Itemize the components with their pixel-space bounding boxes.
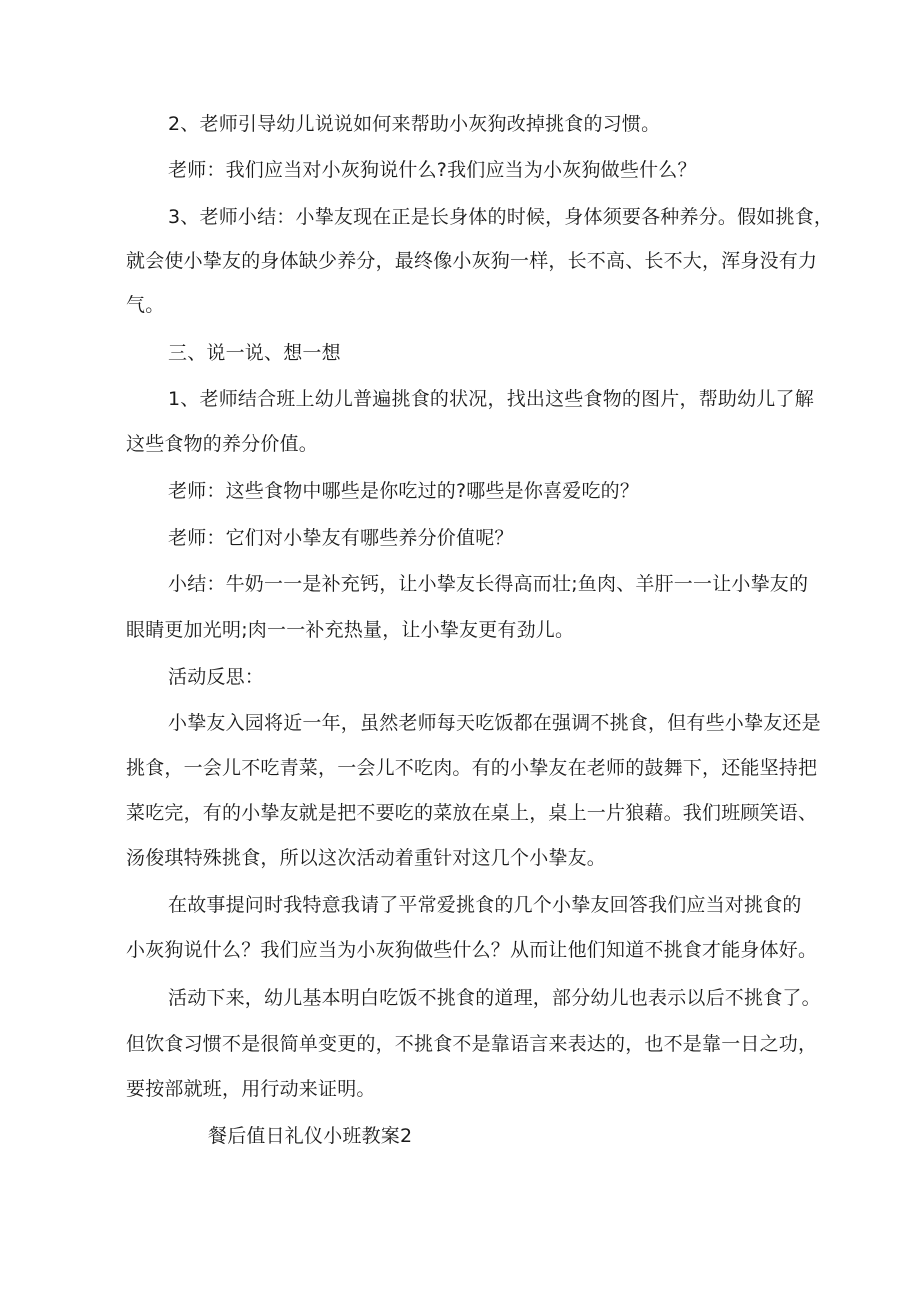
- paragraph-line: 活动下来，幼儿基本明白吃饭不挑食的道理，部分幼儿也表示以后不挑食了。: [168, 987, 821, 1009]
- document-title: 餐后值日礼仪小班教案2: [208, 1125, 413, 1147]
- paragraph-line: 小灰狗说什么？我们应当为小灰狗做些什么？从而让他们知道不挑食才能身体好。: [126, 939, 818, 961]
- paragraph-line: 老师：我们应当对小灰狗说什么?我们应当为小灰狗做些什么？: [168, 159, 697, 181]
- paragraph-line: 菜吃完，有的小挚友就是把不要吃的菜放在桌上，桌上一片狼藉。我们班顾笑语、: [126, 802, 818, 824]
- paragraph-line: 小挚友入园将近一年，虽然老师每天吃饭都在强调不挑食，但有些小挚友还是: [168, 712, 821, 734]
- section-heading: 三、说一说、想一想: [168, 342, 341, 364]
- paragraph-line: 但饮食习惯不是很简单变更的，不挑食不是靠语言来表达的，也不是靠一日之功，: [126, 1033, 818, 1055]
- paragraph-line: 挑食，一会儿不吃青菜，一会儿不吃肉。有的小挚友在老师的鼓舞下，还能坚持把: [126, 757, 818, 779]
- paragraph-line: 就会使小挚友的身体缺少养分，最终像小灰狗一样，长不高、长不大，浑身没有力: [126, 250, 818, 272]
- paragraph-line: 小结：牛奶一一是补充钙，让小挚友长得高而壮;鱼肉、羊肝一一让小挚友的: [168, 573, 809, 595]
- paragraph-line: 1、老师结合班上幼儿普遍挑食的状况，找出这些食物的图片，帮助幼儿了解: [168, 388, 814, 410]
- paragraph-line: 眼睛更加光明;肉一一补充热量，让小挚友更有劲儿。: [126, 619, 575, 641]
- paragraph-line: 3、老师小结：小挚友现在正是长身体的时候，身体须要各种养分。假如挑食，: [168, 206, 834, 228]
- paragraph-line: 2、老师引导幼儿说说如何来帮助小灰狗改掉挑食的习惯。: [168, 113, 661, 135]
- paragraph-line: 在故事提问时我特意我请了平常爱挑食的几个小挚友回答我们应当对挑食的: [168, 894, 802, 916]
- paragraph-line: 汤俊琪特殊挑食，所以这次活动着重针对这几个小挚友。: [126, 847, 607, 869]
- paragraph-line: 老师：它们对小挚友有哪些养分价值呢？: [168, 527, 514, 549]
- section-heading: 活动反思：: [168, 666, 265, 688]
- paragraph-line: 老师：这些食物中哪些是你吃过的?哪些是你喜爱吃的？: [168, 480, 640, 502]
- paragraph-line: 这些食物的养分价值。: [126, 433, 319, 455]
- paragraph-line: 要按部就班，用行动来证明。: [126, 1078, 376, 1100]
- paragraph-line: 气。: [126, 294, 165, 316]
